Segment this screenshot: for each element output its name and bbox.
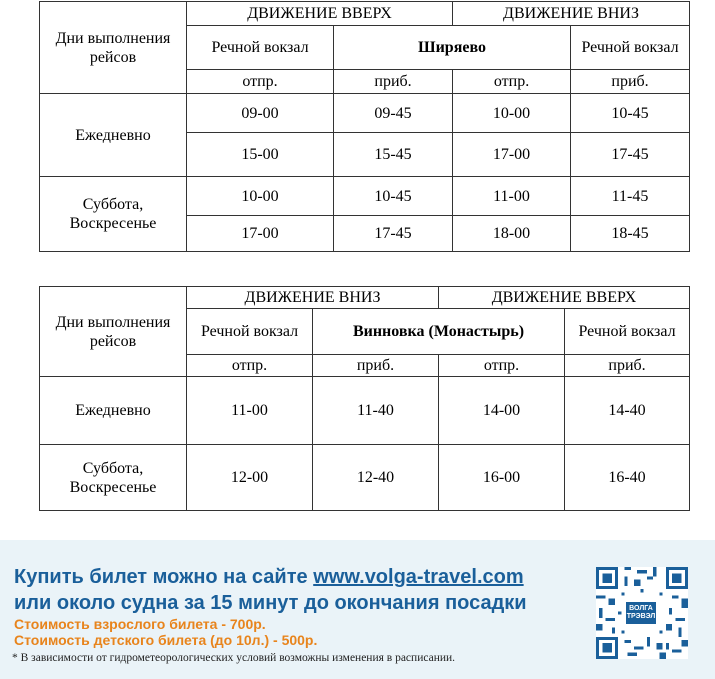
time-cell: 09-45 [334,94,453,133]
child-price: Стоимость детского билета (до 10л.) - 500р. [14,632,318,648]
label-arrival: приб. [334,70,453,94]
label-departure: отпр. [187,70,334,94]
time-cell: 10-45 [571,94,690,133]
direction-down-header: ДВИЖЕНИЕ ВНИЗ [187,287,439,309]
day-label: Ежедневно [40,94,187,177]
time-cell: 14-40 [565,377,690,445]
label-arrival: приб. [571,70,690,94]
time-cell: 10-45 [334,177,453,216]
website-link[interactable]: www.volga-travel.com [313,566,524,588]
label-arrival: приб. [565,355,690,377]
stop-river-station: Речной вокзал [565,309,690,355]
table-row [40,177,690,216]
stop-river-station: Речной вокзал [187,309,313,355]
buy-at-vessel-text: или около судна за 15 минут до окончания посадки [14,592,527,614]
table-row [40,377,690,445]
time-cell: 11-00 [187,377,313,445]
direction-up-header: ДВИЖЕНИЕ ВВЕРХ [439,287,690,309]
table-row [40,445,690,511]
adult-price: Стоимость взрослого билета - 700р. [14,616,266,632]
time-cell: 15-00 [187,133,334,177]
time-cell: 16-00 [439,445,565,511]
days-header: Дни выполнения рейсов [40,2,187,94]
time-cell: 11-45 [571,177,690,216]
time-cell: 16-40 [565,445,690,511]
day-label: Суббота, Воскресенье [40,177,187,252]
days-header: Дни выполнения рейсов [40,287,187,377]
direction-up-header: ДВИЖЕНИЕ ВВЕРХ [187,2,453,26]
label-arrival: приб. [313,355,439,377]
schedule-table-shiryaevo [39,1,690,252]
table-row [40,94,690,133]
label-departure: отпр. [453,70,571,94]
time-cell: 17-45 [334,216,453,252]
stop-river-station: Речной вокзал [571,26,690,70]
time-cell: 17-45 [571,133,690,177]
stop-river-station: Речной вокзал [187,26,334,70]
schedule-table-vinnovka [39,286,690,511]
time-cell: 11-00 [453,177,571,216]
stop-vinnovka: Винновка (Монастырь) [313,309,565,355]
time-cell: 14-00 [439,377,565,445]
buy-online-text [14,566,524,589]
volga-travel-logo: ВОЛГА ТРЭВЭЛ [624,600,658,626]
label-departure: отпр. [439,355,565,377]
day-label: Суббота, Воскресенье [40,445,187,511]
day-label: Ежедневно [40,377,187,445]
time-cell: 17-00 [187,216,334,252]
time-cell: 10-00 [187,177,334,216]
time-cell: 12-00 [187,445,313,511]
time-cell: 09-00 [187,94,334,133]
time-cell: 18-00 [453,216,571,252]
buy-online-prefix: Купить билет можно на сайте [14,566,314,588]
time-cell: 10-00 [453,94,571,133]
time-cell: 15-45 [334,133,453,177]
time-cell: 18-45 [571,216,690,252]
time-cell: 12-40 [313,445,439,511]
time-cell: 17-00 [453,133,571,177]
label-departure: отпр. [187,355,313,377]
schedule-note: * В зависимости от гидрометеорологических условий возможны изменения в расписании. [12,652,456,664]
direction-down-header: ДВИЖЕНИЕ ВНИЗ [453,2,690,26]
time-cell: 11-40 [313,377,439,445]
stop-shiryaevo: Ширяево [334,26,571,70]
